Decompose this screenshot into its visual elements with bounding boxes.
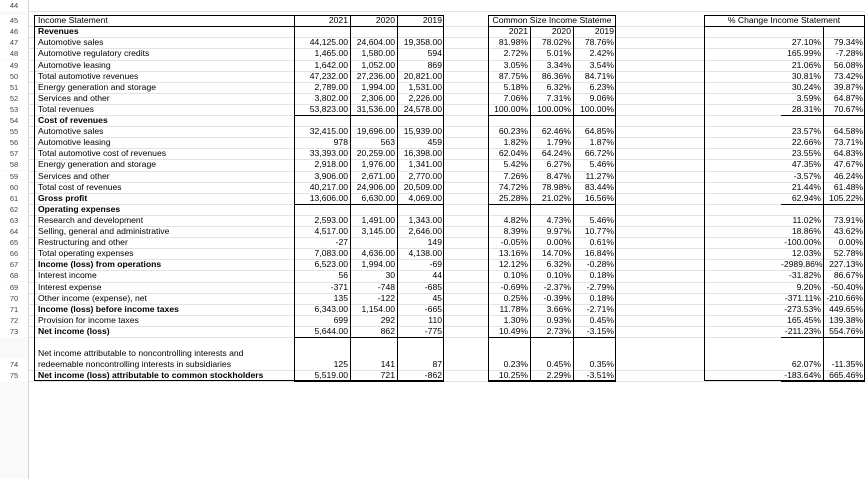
common-size-cell[interactable]: 6.23% <box>589 81 614 92</box>
common-size-cell[interactable]: 100.00% <box>494 103 528 114</box>
row-number[interactable]: 46 <box>0 26 28 37</box>
common-size-cell[interactable]: 64.24% <box>541 148 571 159</box>
pct-change-cell[interactable]: 0.00% <box>838 237 863 248</box>
pct-change-cell[interactable]: 47.67% <box>833 159 863 170</box>
income-statement-title: Income Statement <box>38 15 108 26</box>
pct-change-cell[interactable]: -273.53% <box>784 303 821 314</box>
common-size-cell[interactable]: 3.05% <box>503 59 528 70</box>
common-size-cell[interactable]: 7.06% <box>503 92 528 103</box>
section-heading: Cost of revenues <box>38 115 108 125</box>
common-size-cell[interactable]: 86.36% <box>541 70 571 81</box>
common-size-cell[interactable]: 100.00% <box>580 103 614 114</box>
line-item-label: Interest expense <box>38 281 102 292</box>
common-size-cell[interactable]: 60.23% <box>498 126 528 137</box>
value-cell[interactable]: 1,531.00 <box>408 81 442 92</box>
common-size-cell[interactable]: -0.28% <box>586 259 614 270</box>
common-size-year: 2020 <box>551 26 571 37</box>
common-size-cell[interactable]: 10.77% <box>584 226 614 236</box>
line-item-label: Services and other <box>38 92 110 103</box>
line-item-label: Research and development <box>38 214 144 225</box>
pct-change-cell[interactable]: 23.57% <box>791 126 821 137</box>
common-size-cell[interactable]: 87.75% <box>498 70 528 81</box>
common-size-cell[interactable]: 4.73% <box>546 214 571 225</box>
value-cell[interactable]: -685 <box>424 281 442 292</box>
value-cell[interactable]: 24,604.00 <box>356 37 395 48</box>
value-cell[interactable]: 1,343.00 <box>408 214 442 225</box>
common-size-cell[interactable]: 74.72% <box>498 181 528 192</box>
value-cell[interactable] <box>350 237 397 247</box>
pct-change-cell[interactable]: 39.87% <box>833 81 863 92</box>
row-number[interactable]: 60 <box>0 182 28 193</box>
pct-change-cell[interactable]: -211.23% <box>784 325 821 336</box>
common-size-cell[interactable]: 3.54% <box>589 59 614 70</box>
value-cell[interactable]: 1,491.00 <box>361 214 395 225</box>
row-number[interactable]: 58 <box>0 159 28 170</box>
value-cell[interactable]: 19,696.00 <box>356 126 395 137</box>
common-size-cell[interactable]: 1.79% <box>546 137 571 148</box>
value-cell[interactable]: 13,606.00 <box>309 192 348 203</box>
value-cell[interactable]: 24,578.00 <box>403 103 442 114</box>
value-cell[interactable]: 45 <box>432 292 442 303</box>
pct-change-cell[interactable]: 3.59% <box>796 92 821 103</box>
row-number[interactable]: 55 <box>0 126 28 137</box>
value-cell[interactable]: 1,994.00 <box>361 259 395 270</box>
value-cell[interactable]: 4,636.00 <box>361 248 395 259</box>
common-size-cell[interactable]: 0.10% <box>546 270 571 281</box>
gridline <box>28 11 865 12</box>
line-item-label: Total automotive cost of revenues <box>38 148 167 159</box>
value-cell[interactable]: -69 <box>429 259 442 270</box>
pct-change-cell[interactable]: 23.55% <box>791 148 821 159</box>
common-size-cell[interactable]: 7.26% <box>503 170 528 181</box>
row-number[interactable]: 51 <box>0 82 28 93</box>
value-cell[interactable]: 7,083.00 <box>314 248 348 259</box>
value-cell[interactable]: 53,823.00 <box>309 103 348 114</box>
common-size-cell[interactable]: 84.71% <box>584 70 614 81</box>
common-size-cell[interactable]: 0.23% <box>503 359 528 369</box>
value-cell[interactable]: 20,259.00 <box>356 148 395 159</box>
value-cell[interactable]: 44,125.00 <box>309 37 348 48</box>
common-size-cell[interactable]: 62.04% <box>498 148 528 159</box>
common-size-cell[interactable]: 0.45% <box>546 359 571 369</box>
value-cell[interactable]: 1,341.00 <box>408 159 442 170</box>
gridline <box>28 381 865 382</box>
value-cell[interactable]: 31,536.00 <box>356 103 395 114</box>
row-number[interactable]: 47 <box>0 37 28 48</box>
value-cell[interactable]: 563 <box>380 137 395 148</box>
pct-change-cell[interactable]: 73.42% <box>833 70 863 81</box>
value-cell[interactable]: 2,671.00 <box>361 170 395 181</box>
common-size-cell[interactable]: 1.30% <box>503 314 528 325</box>
pct-change-cell[interactable]: -183.64% <box>784 370 821 380</box>
common-size-cell[interactable]: 25.28% <box>498 192 528 203</box>
pct-change-cell[interactable]: -11.35% <box>831 359 863 369</box>
value-cell[interactable]: 4,138.00 <box>408 248 442 259</box>
line-item-label: Automotive sales <box>38 126 104 137</box>
common-size-cell[interactable]: 11.27% <box>585 170 614 181</box>
pct-change-cell[interactable]: 449.65% <box>829 303 863 314</box>
value-cell[interactable]: 699 <box>333 314 348 325</box>
row-number[interactable]: 61 <box>0 193 28 204</box>
pct-change-cell[interactable]: -3.57% <box>793 170 821 181</box>
common-size-cell[interactable]: 78.76% <box>584 37 614 48</box>
pct-change-cell[interactable]: 30.24% <box>791 81 821 92</box>
common-size-cell[interactable]: 10.25% <box>498 370 528 380</box>
pct-change-cell[interactable]: 27.10% <box>791 37 821 48</box>
section-heading: Revenues <box>38 26 79 37</box>
pct-change-cell[interactable]: 73.91% <box>833 214 863 225</box>
common-size-cell[interactable]: -0.39% <box>543 292 571 303</box>
year-header: 2019 <box>422 15 442 26</box>
row-number[interactable]: 70 <box>0 293 28 304</box>
pct-change-cell[interactable]: 165.45% <box>787 314 821 325</box>
common-size-cell[interactable]: 78.02% <box>541 37 571 48</box>
row-number[interactable]: 73 <box>0 326 28 337</box>
common-size-cell[interactable]: 6.32% <box>546 81 571 92</box>
common-size-cell[interactable]: 1.82% <box>503 137 528 148</box>
line-item-label: Total operating expenses <box>38 248 134 259</box>
common-size-cell[interactable]: 4.82% <box>503 214 528 225</box>
pct-change-cell[interactable]: 30.81% <box>791 70 821 81</box>
row-number[interactable]: 57 <box>0 148 28 159</box>
common-size-cell[interactable]: -3.51% <box>586 370 614 380</box>
common-size-cell[interactable]: 3.66% <box>546 303 571 314</box>
pct-change-cell[interactable]: 70.67% <box>833 103 863 114</box>
common-size-cell[interactable]: 9.97% <box>546 226 571 236</box>
row-number[interactable]: 49 <box>0 60 28 71</box>
row-number[interactable]: 63 <box>0 215 28 226</box>
value-cell[interactable]: 5,519.00 <box>314 370 348 380</box>
common-size-cell[interactable]: 8.39% <box>503 226 528 236</box>
value-cell[interactable]: 1,976.00 <box>361 159 395 170</box>
line-item-label: Selling, general and administrative <box>38 226 170 236</box>
value-cell[interactable]: 125 <box>333 359 348 369</box>
gridline <box>28 337 865 338</box>
common-size-cell[interactable]: 0.18% <box>589 270 614 281</box>
common-size-cell[interactable]: 11.78% <box>499 303 528 314</box>
value-cell[interactable]: 978 <box>333 137 348 148</box>
pct-change-cell[interactable]: 665.46% <box>829 370 863 380</box>
pct-change-cell[interactable]: -50.40% <box>830 281 863 292</box>
line-item-label: Income (loss) from operations <box>38 259 162 270</box>
pct-change-cell[interactable]: 28.31% <box>791 103 821 114</box>
pct-change-cell[interactable]: 64.83% <box>833 148 863 159</box>
common-size-cell[interactable]: 3.34% <box>546 59 571 70</box>
common-size-cell[interactable]: 7.31% <box>546 92 571 103</box>
pct-change-cell[interactable]: 12.03% <box>791 248 821 259</box>
value-cell[interactable]: 1,580.00 <box>361 48 395 59</box>
value-cell[interactable]: 6,630.00 <box>361 192 395 203</box>
pct-change-cell[interactable]: -371.11% <box>784 292 821 303</box>
value-cell[interactable]: 87 <box>432 359 442 369</box>
common-size-title: Common Size Income Stateme <box>492 15 612 26</box>
row-number[interactable]: 53 <box>0 104 28 115</box>
value-cell[interactable]: 1,154.00 <box>361 303 395 314</box>
common-size-cell[interactable]: 2.72% <box>503 48 528 59</box>
pct-change-cell[interactable]: 62.07% <box>791 359 821 369</box>
pct-change-cell[interactable]: 73.71% <box>833 137 863 148</box>
value-cell[interactable]: 27,236.00 <box>356 70 395 81</box>
pct-change-cell[interactable]: 46.24% <box>833 170 863 181</box>
common-size-cell[interactable]: 2.73% <box>546 325 571 336</box>
pct-change-cell[interactable]: -210.66% <box>826 292 863 303</box>
pct-change-cell[interactable]: 105.22% <box>829 192 863 203</box>
pct-change-cell[interactable]: 21.44% <box>791 181 821 192</box>
row-number[interactable]: 67 <box>0 259 28 270</box>
value-cell[interactable]: 1,465.00 <box>314 48 348 59</box>
value-cell[interactable]: 40,217.00 <box>309 181 348 192</box>
value-cell[interactable]: 47,232.00 <box>309 70 348 81</box>
common-size-cell[interactable]: 62.46% <box>541 126 571 137</box>
common-size-cell[interactable]: -0.69% <box>500 281 528 292</box>
row-number[interactable]: 71 <box>0 304 28 315</box>
line-item-label-cont: redeemable noncontrolling interests in subsidiaries <box>38 359 231 369</box>
common-size-cell[interactable]: 0.00% <box>546 237 571 248</box>
common-size-cell[interactable]: 78.98% <box>541 181 571 192</box>
row-number[interactable]: 54 <box>0 115 28 126</box>
value-cell[interactable]: 1,052.00 <box>361 59 395 70</box>
pct-change-cell[interactable]: 64.87% <box>833 92 863 103</box>
line-item-label: Total revenues <box>38 103 94 114</box>
pct-change-cell[interactable]: 165.99% <box>787 48 821 59</box>
common-size-cell[interactable]: 16.56% <box>584 192 614 203</box>
row-number[interactable]: 72 <box>0 315 28 326</box>
pct-change-cell[interactable]: 139.38% <box>829 314 863 325</box>
line-item-label: Provision for income taxes <box>38 314 139 325</box>
common-size-cell[interactable]: 5.46% <box>589 159 614 170</box>
common-size-cell[interactable]: 5.46% <box>589 214 614 225</box>
common-size-year: 2021 <box>508 26 528 37</box>
common-size-cell[interactable]: 0.93% <box>546 314 571 325</box>
value-cell[interactable]: 44 <box>432 270 442 281</box>
line-item-label: Services and other <box>38 170 110 181</box>
row-number[interactable]: 65 <box>0 237 28 248</box>
value-cell[interactable]: 1,642.00 <box>314 59 348 70</box>
common-size-cell[interactable]: 5.42% <box>503 159 528 170</box>
row-number[interactable]: 56 <box>0 137 28 148</box>
pct-change-cell[interactable]: -2989.86% <box>781 259 823 270</box>
pct-change-cell[interactable]: 11.02% <box>792 214 821 225</box>
line-item-label: Total automotive revenues <box>38 70 139 81</box>
value-cell[interactable]: 3,145.00 <box>361 226 395 236</box>
value-cell[interactable]: 135 <box>333 292 348 303</box>
common-size-cell[interactable]: 100.00% <box>537 103 571 114</box>
value-cell[interactable]: 459 <box>427 137 442 148</box>
common-size-cell[interactable]: 64.85% <box>584 126 614 137</box>
row-number[interactable]: 45 <box>0 15 28 26</box>
pct-change-cell[interactable]: -31.82% <box>788 270 821 281</box>
pct-change-cell[interactable]: 64.58% <box>833 126 863 137</box>
section-heading: Operating expenses <box>38 203 121 214</box>
value-cell[interactable]: 16,398.00 <box>403 148 442 159</box>
value-cell[interactable]: 3,802.00 <box>314 92 348 103</box>
row-number[interactable]: 74 <box>0 359 28 370</box>
common-size-cell[interactable]: -0.05% <box>500 237 528 248</box>
value-cell[interactable]: 19,358.00 <box>403 37 442 48</box>
common-size-cell[interactable]: -2.79% <box>586 281 614 292</box>
line-item-label: Interest income <box>38 270 97 281</box>
common-size-cell[interactable]: 12.12% <box>498 259 528 270</box>
row-number[interactable]: 64 <box>0 226 28 237</box>
value-cell[interactable]: 6,343.00 <box>314 303 348 314</box>
row-number[interactable]: 44 <box>0 0 28 11</box>
value-cell[interactable]: 2,789.00 <box>314 81 348 92</box>
common-size-cell[interactable]: 6.32% <box>546 259 571 270</box>
line-item-label: Energy generation and storage <box>38 81 157 92</box>
value-cell[interactable]: -748 <box>377 281 395 292</box>
pct-change-cell[interactable]: 18.86% <box>791 226 821 236</box>
common-size-year: 2019 <box>594 26 614 37</box>
common-size-cell[interactable]: 1.87% <box>589 137 614 148</box>
value-cell[interactable]: 594 <box>427 48 442 59</box>
value-cell[interactable]: 20,509.00 <box>403 181 442 192</box>
year-header: 2020 <box>375 15 395 26</box>
value-cell[interactable]: 24,906.00 <box>356 181 395 192</box>
year-header: 2021 <box>328 15 348 26</box>
common-size-cell[interactable]: 5.18% <box>503 81 528 92</box>
value-cell[interactable]: -122 <box>377 292 395 303</box>
line-item-label: Income (loss) before income taxes <box>38 303 179 314</box>
pct-change-cell[interactable]: 79.34% <box>833 37 863 48</box>
common-size-cell[interactable]: 9.06% <box>589 92 614 103</box>
pct-change-cell[interactable]: 61.48% <box>833 181 863 192</box>
row-number[interactable]: 52 <box>0 93 28 104</box>
common-size-cell[interactable]: 8.47% <box>546 170 571 181</box>
common-size-cell[interactable]: 6.27% <box>546 159 571 170</box>
line-item-label: Automotive regulatory credits <box>38 48 150 59</box>
pct-change-cell[interactable]: 9.20% <box>796 281 821 292</box>
value-cell[interactable]: 1,994.00 <box>361 81 395 92</box>
common-size-cell[interactable]: 2.42% <box>589 48 614 59</box>
value-cell[interactable]: 2,918.00 <box>314 159 348 170</box>
value-cell[interactable]: 30 <box>385 270 395 281</box>
common-size-cell[interactable]: 0.10% <box>503 270 528 281</box>
value-cell[interactable]: 141 <box>380 359 395 369</box>
common-size-cell[interactable]: 0.18% <box>589 292 614 303</box>
common-size-cell[interactable]: -2.37% <box>543 281 571 292</box>
common-size-cell[interactable]: 14.70% <box>541 248 571 259</box>
value-cell[interactable]: 15,939.00 <box>403 126 442 137</box>
pct-change-title: % Change Income Statement <box>727 15 841 26</box>
row-number[interactable]: 75 <box>0 370 28 381</box>
line-item-label: Other income (expense), net <box>38 292 147 303</box>
row-number[interactable]: 48 <box>0 48 28 59</box>
value-cell[interactable]: 149 <box>427 237 442 248</box>
value-cell[interactable]: 2,593.00 <box>314 214 348 225</box>
value-cell[interactable]: 292 <box>380 314 395 325</box>
line-item-label: Automotive sales <box>38 37 104 48</box>
value-cell[interactable]: 4,069.00 <box>408 192 442 203</box>
common-size-cell[interactable]: 83.44% <box>584 181 614 192</box>
line-item-label: Automotive leasing <box>38 59 111 70</box>
pct-change-cell[interactable]: 47.35% <box>791 159 821 170</box>
row-number[interactable]: 59 <box>0 171 28 182</box>
row-number[interactable]: 68 <box>0 270 28 281</box>
line-item-label: Net income (loss) <box>38 325 110 336</box>
common-size-cell[interactable]: 21.02% <box>541 192 571 203</box>
value-cell[interactable]: 5,644.00 <box>314 325 348 336</box>
common-size-cell[interactable]: -2.71% <box>586 303 614 314</box>
value-cell[interactable]: 33,393.00 <box>309 148 348 159</box>
pct-change-cell[interactable]: -7.28% <box>835 48 863 59</box>
line-item-label: Gross profit <box>38 192 88 203</box>
value-cell[interactable]: 56 <box>338 270 348 281</box>
value-cell[interactable]: 6,523.00 <box>314 259 348 270</box>
value-cell[interactable]: 20,821.00 <box>403 70 442 81</box>
value-cell[interactable]: -27 <box>335 237 348 248</box>
row-number[interactable]: 69 <box>0 282 28 293</box>
common-size-cell[interactable]: 16.84% <box>584 248 614 259</box>
common-size-cell[interactable]: 0.45% <box>589 314 614 325</box>
pct-change-cell[interactable]: -100.00% <box>784 237 821 248</box>
value-cell[interactable]: -775 <box>424 325 442 336</box>
value-cell[interactable]: 2,226.00 <box>408 92 442 103</box>
common-size-cell[interactable]: 81.98% <box>498 37 528 48</box>
common-size-cell[interactable]: 2.29% <box>546 370 571 380</box>
pct-change-cell[interactable]: 56.08% <box>833 59 863 70</box>
pct-change-cell[interactable]: 21.06% <box>791 59 821 70</box>
common-size-cell[interactable]: 66.72% <box>584 148 614 159</box>
value-cell[interactable]: 110 <box>428 314 442 325</box>
value-cell[interactable]: 869 <box>427 59 442 70</box>
pct-change-cell[interactable]: 43.62% <box>833 226 863 236</box>
common-size-cell[interactable]: 10.49% <box>498 325 528 336</box>
row-number[interactable]: 66 <box>0 248 28 259</box>
value-cell[interactable]: 721 <box>380 370 395 380</box>
common-size-cell[interactable]: -3.15% <box>586 325 614 336</box>
pct-change-cell[interactable]: 22.66% <box>791 137 821 148</box>
pct-change-cell[interactable]: 52.78% <box>833 248 863 259</box>
common-size-cell[interactable]: 0.61% <box>589 237 614 248</box>
line-item-label: Restructuring and other <box>38 237 128 248</box>
line-item-label: Net income attributable to noncontrolling interests and <box>38 348 244 358</box>
pct-change-cell[interactable]: 62.94% <box>791 192 821 203</box>
common-size-cell[interactable]: 13.16% <box>498 248 528 259</box>
value-cell[interactable]: 32,415.00 <box>309 126 348 137</box>
value-cell[interactable]: 2,646.00 <box>408 226 442 236</box>
common-size-cell[interactable]: 0.25% <box>503 292 528 303</box>
value-cell[interactable]: 2,770.00 <box>408 170 442 181</box>
value-cell[interactable]: 2,306.00 <box>361 92 395 103</box>
value-cell[interactable]: 4,517.00 <box>314 226 348 236</box>
value-cell[interactable]: -665 <box>424 303 442 314</box>
common-size-cell[interactable]: 0.35% <box>589 359 614 369</box>
line-item-label: Net income (loss) attributable to common stockholders <box>38 370 264 380</box>
value-cell[interactable]: 3,906.00 <box>314 170 348 181</box>
row-number[interactable]: 50 <box>0 71 28 82</box>
value-cell[interactable]: 862 <box>380 325 395 336</box>
value-cell[interactable]: -862 <box>424 370 442 380</box>
row-number[interactable]: 62 <box>0 204 28 215</box>
pct-change-cell[interactable]: 86.67% <box>833 270 863 281</box>
common-size-cell[interactable]: 5.01% <box>546 48 571 59</box>
pct-change-cell[interactable]: 554.76% <box>829 325 863 336</box>
value-cell[interactable]: -371 <box>330 281 348 292</box>
line-item-label: Total cost of revenues <box>38 181 122 192</box>
line-item-label: Energy generation and storage <box>38 159 157 170</box>
line-item-label: Automotive leasing <box>38 137 111 148</box>
pct-change-cell[interactable]: 227.13% <box>829 259 863 270</box>
